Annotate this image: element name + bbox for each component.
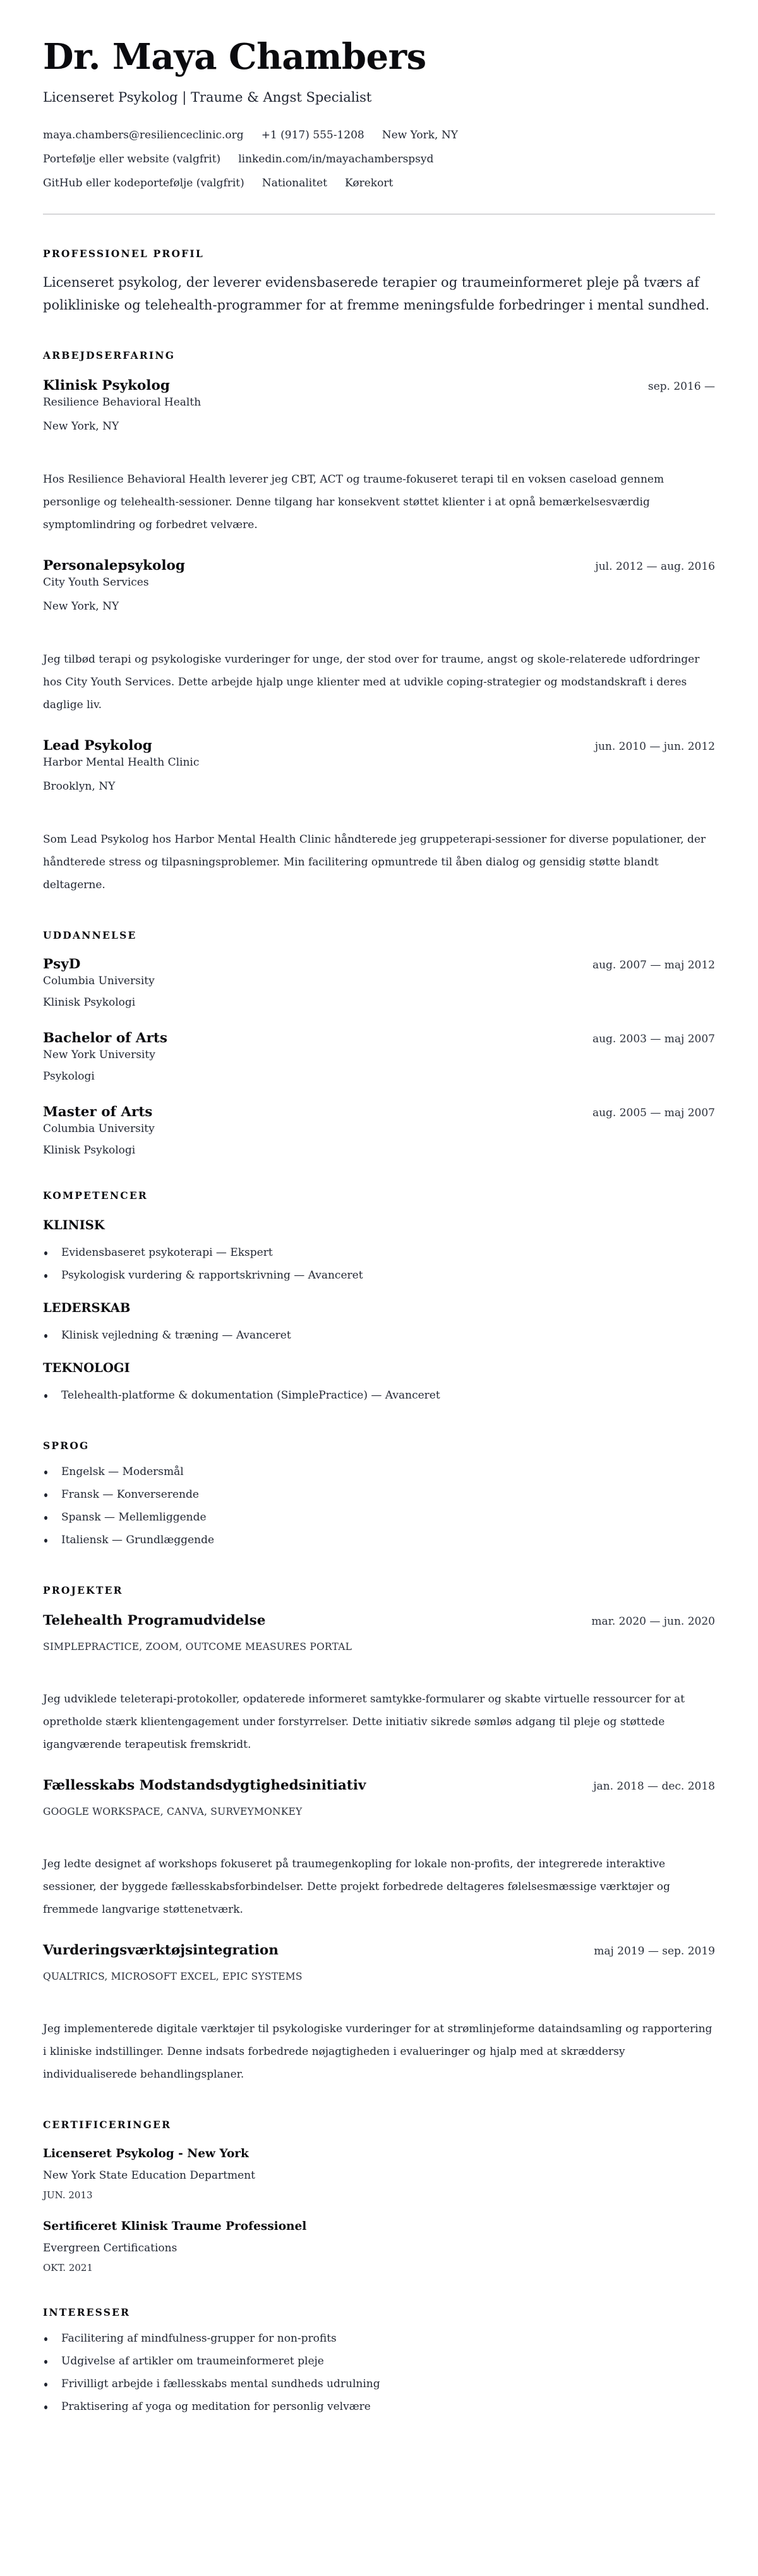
skill-group-title: LEDERSKAB — [43, 1300, 131, 1315]
school: New York University — [43, 1048, 155, 1061]
section-title: PROFESSIONEL PROFIL — [43, 247, 204, 260]
field-of-study: Klinisk Psykologi — [43, 1143, 136, 1157]
contact-nationality: Nationalitet — [262, 176, 327, 190]
candidate-name: Dr. Maya Chambers — [43, 36, 426, 78]
project-entry — [43, 1942, 715, 2086]
section-title: PROJEKTER — [43, 1584, 123, 1596]
project-dates: maj 2019 — sep. 2019 — [594, 1944, 715, 1958]
education-dates: aug. 2003 — maj 2007 — [592, 1032, 715, 1045]
certification-date: JUN. 2013 — [43, 2189, 93, 2201]
job-dates: sep. 2016 — — [647, 380, 715, 393]
experience-entry — [43, 738, 715, 896]
project-description: Jeg implementerede digitale værktøjer til psykologiske vurderinger for at strømlinjeforme dataindsamling og rapportering i kliniske indstillinger. Denne indsats forbedrede nøjagtigheden i evalueringer og hjalp med at skræddersy individualiserede behandlingsplaner. — [43, 2022, 713, 2081]
project-name: Telehealth Programudvidelse — [43, 1612, 266, 1628]
field-of-study: Psykologi — [43, 1069, 95, 1083]
skill-item: Klinisk vejledning & træning — Avanceret — [43, 1324, 715, 1347]
skill-item: Psykologisk vurdering & rapportskrivning — Avanceret — [43, 1264, 715, 1287]
profile-summary: Licenseret psykolog, der leverer evidensbaserede terapier og traumeinformeret pleje på tværs af polikliniske og telehealth-programmer for at fremme meningsfulde forbedringer i mental sundhed. — [43, 274, 710, 313]
header-divider — [43, 214, 715, 215]
candidate-headline: Licenseret Psykolog | Traume & Angst Specialist — [43, 89, 372, 105]
section-title: KOMPETENCER — [43, 1189, 148, 1201]
school: Columbia University — [43, 974, 155, 987]
skill-list — [43, 1241, 715, 1287]
degree: PsyD — [43, 956, 81, 972]
certification-date: OKT. 2021 — [43, 2261, 93, 2273]
employer: City Youth Services — [43, 575, 149, 589]
contact-location: New York, NY — [382, 128, 458, 141]
skill-item: Evidensbaseret psykoterapi — Ekspert — [43, 1241, 715, 1264]
skill-list — [43, 1324, 715, 1347]
degree: Master of Arts — [43, 1104, 153, 1120]
job-dates: jun. 2010 — jun. 2012 — [594, 740, 715, 753]
education-entry — [43, 956, 715, 1009]
project-dates: jan. 2018 — dec. 2018 — [593, 1779, 715, 1793]
language-item: Engelsk — Modersmål — [43, 1460, 715, 1483]
interests-section — [43, 2306, 715, 2418]
job-description: Jeg tilbød terapi og psykologiske vurderinger for unge, der stod over for traume, angst og skole-relaterede udfordringer hos City Youth Services. Dette arbejde hjalp unge klienter med at udvikle coping-strategier og modstandskraft i deres daglige liv. — [43, 653, 700, 711]
project-name: Vurderingsværktøjsintegration — [43, 1942, 279, 1958]
interest-item: Praktisering af yoga og meditation for personlig velvære — [43, 2395, 715, 2418]
contact-portfolio[interactable]: Portefølje eller website (valgfrit) — [43, 152, 221, 166]
contact-github[interactable]: GitHub eller kodeportefølje (valgfrit) — [43, 176, 244, 190]
interest-item: Frivilligt arbejde i fællesskabs mental sundheds udrulning — [43, 2373, 715, 2395]
section-title: UDDANNELSE — [43, 929, 137, 941]
language-item: Spansk — Mellemliggende — [43, 1506, 715, 1529]
language-item: Italiensk — Grundlæggende — [43, 1529, 715, 1551]
job-description: Som Lead Psykolog hos Harbor Mental Health Clinic håndterede jeg gruppeterapi-sessioner for diverse populationer, der håndterede stress og tilpasningsproblemer. Min facilitering opmuntrede til åben dialog og gensidig støtte blandt deltagerne. — [43, 833, 706, 891]
language-list — [43, 1460, 715, 1551]
interest-item: Udgivelse af artikler om traumeinformeret pleje — [43, 2350, 715, 2373]
interest-list — [43, 2327, 715, 2418]
skill-group-title: TEKNOLOGI — [43, 1360, 130, 1375]
certification-name: Sertificeret Klinisk Traume Professionel — [43, 2219, 307, 2233]
certification-entry — [43, 2147, 715, 2201]
employer: Harbor Mental Health Clinic — [43, 755, 200, 769]
project-tech-stack: GOOGLE WORKSPACE, CANVA, SURVEYMONKEY — [43, 1805, 303, 1817]
project-name: Fællesskabs Modstandsdygtighedsinitiativ — [43, 1777, 366, 1793]
certifications-section — [43, 2119, 715, 2273]
project-tech-stack: SIMPLEPRACTICE, ZOOM, OUTCOME MEASURES PORTAL — [43, 1640, 352, 1652]
project-dates: mar. 2020 — jun. 2020 — [591, 1615, 715, 1628]
contact-linkedin[interactable]: linkedin.com/in/mayachamberspsyd — [238, 152, 434, 166]
degree: Bachelor of Arts — [43, 1030, 167, 1046]
education-dates: aug. 2005 — maj 2007 — [592, 1106, 715, 1119]
skill-group-title: KLINISK — [43, 1217, 105, 1232]
education-entry — [43, 1104, 715, 1157]
contact-row — [43, 153, 715, 166]
section-title: SPROG — [43, 1439, 90, 1452]
resume-header — [43, 38, 715, 215]
job-location: New York, NY — [43, 419, 119, 433]
job-dates: jul. 2012 — aug. 2016 — [595, 560, 715, 573]
experience-section — [43, 349, 715, 896]
projects-section — [43, 1584, 715, 2086]
education-dates: aug. 2007 — maj 2012 — [592, 958, 715, 972]
contact-row — [43, 177, 715, 190]
section-title: CERTIFICERINGER — [43, 2118, 172, 2131]
project-tech-stack: QUALTRICS, MICROSOFT EXCEL, EPIC SYSTEMS — [43, 1970, 303, 1982]
education-entry — [43, 1030, 715, 1083]
school: Columbia University — [43, 1122, 155, 1135]
employer: Resilience Behavioral Health — [43, 395, 202, 409]
skill-list — [43, 1384, 715, 1407]
experience-entry — [43, 378, 715, 536]
skills-section — [43, 1189, 715, 1407]
job-title: Lead Psykolog — [43, 737, 152, 754]
contact-row — [43, 129, 715, 141]
job-title: Klinisk Psykolog — [43, 377, 170, 394]
job-title: Personalepsykolog — [43, 557, 185, 574]
section-title: INTERESSER — [43, 2306, 131, 2318]
experience-entry — [43, 558, 715, 716]
job-location: Brooklyn, NY — [43, 779, 116, 793]
contact-drivers-license: Kørekort — [344, 176, 394, 190]
section-title: ARBEJDSERFARING — [43, 349, 176, 361]
skill-item: Telehealth-platforme & dokumentation (SimplePractice) — Avanceret — [43, 1384, 715, 1407]
education-section — [43, 929, 715, 1157]
contact-phone[interactable]: +1 (917) 555-1208 — [261, 128, 364, 141]
certification-name: Licenseret Psykolog - New York — [43, 2146, 249, 2160]
contact-email[interactable]: maya.chambers@resilienceclinic.org — [43, 128, 244, 141]
language-item: Fransk — Konverserende — [43, 1483, 715, 1506]
project-description: Jeg udviklede teleterapi-protokoller, opdaterede informeret samtykke-formularer og skabte virtuelle ressourcer for at opretholde stærk klientengagement under forstyrrelser. Dette initiativ sikrede sømløs adgang til pleje og støttede igangværende terapeutisk fremskridt. — [43, 1692, 685, 1751]
interest-item: Facilitering af mindfulness-grupper for non-profits — [43, 2327, 715, 2350]
project-entry — [43, 1778, 715, 1921]
certification-issuer: Evergreen Certifications — [43, 2241, 177, 2254]
job-description: Hos Resilience Behavioral Health leverer jeg CBT, ACT og traume-fokuseret terapi til en voksen caseload gennem personlige og telehealth-sessioner. Denne tilgang har konsekvent støttet klienter i at opnå bemærkelsesværdig symptomlindring og forbedret velvære. — [43, 472, 665, 531]
job-location: New York, NY — [43, 599, 119, 613]
project-entry — [43, 1613, 715, 1756]
profile-section — [43, 248, 715, 316]
certification-entry — [43, 2220, 715, 2273]
field-of-study: Klinisk Psykologi — [43, 996, 136, 1009]
certification-issuer: New York State Education Department — [43, 2169, 255, 2182]
languages-section — [43, 1440, 715, 1551]
project-description: Jeg ledte designet af workshops fokuseret på traumegenkopling for lokale non-profits, der integrerede interaktive sessioner, der byggede fællesskabsforbindelser. Dette projekt forbedrede deltageres følelsesmæssige værktøjer og fremmede langvarige støttenetværk. — [43, 1857, 670, 1916]
